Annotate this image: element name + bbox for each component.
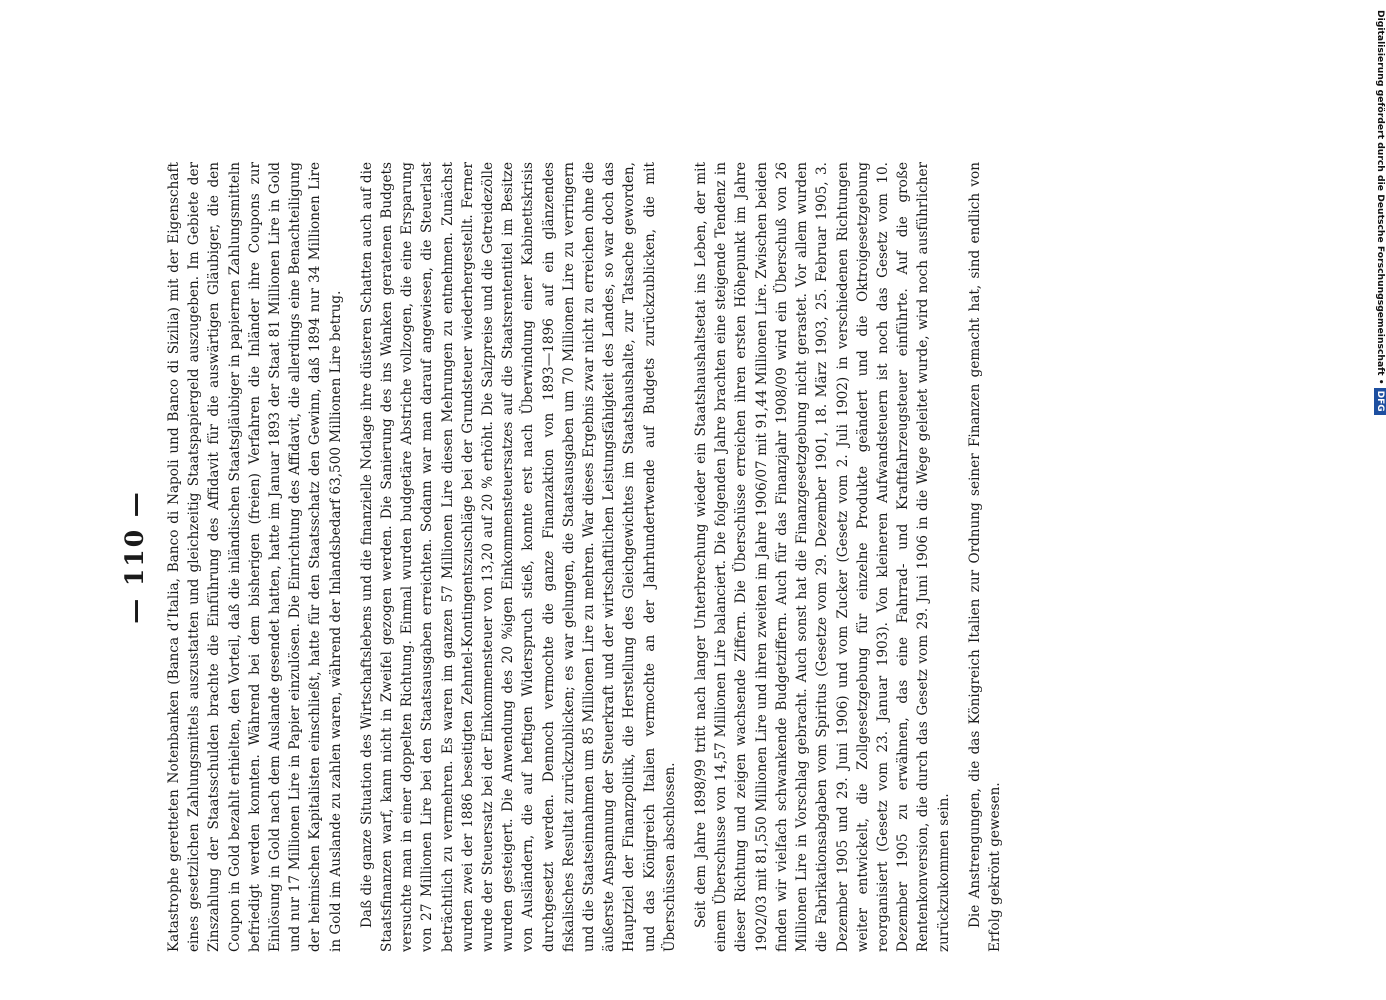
paragraph-3: Seit dem Jahre 1898/99 tritt nach langer Unterbrechung wieder ein Staatshaushaltsetat ins Leben, der mit einem Überschusse von 14,57 Millionen Lire balanciert. Die folgenden Jahre brachten eine steigende Tendenz in dieser Richtung und zeigen wachsende Ziffern. Die Überschüsse erreichen ihren ersten Höhepunkt im Jahre 1902/03 mit 81,550 Millionen Lire und ihren zweiten im Jahre 1906/07 mit 91,44 Millionen Lire. Zwischen beiden finden wir vielfach schwankende Budgetziffern. Auch für das Finanzjahr 1908/09 wird ein Überschuß von 26 Millionen Lire in Vorschlag gebracht. Auch sonst hat die Finanzgesetzgebung nicht gerastet. Vor allem wurden die Fabrikationsabgaben vom Spiritus (Gesetze vom 29. Dezember 1901, 18. März 1903, 25. Februar 1905, 3. Dezember 1905 und 29. Juni 1906) und vom Zucker (Gesetz vom 2. Juli 1902) in verschiedenen Richtungen weiter entwickelt, die Zollgesetzgebung für einzelne Produkte geändert und die Oktroigesetzgebung reorganisiert (Gesetz vom 23. Januar 1903). Von kleineren Aufwandsteuern ist noch das Gesetz vom 10. Dezember 1905 zu erwähnen, das eine Fahrrad- und Kraftfahrzeugsteuer einführte. Auf die große Rentenkonversion, die durch das Gesetz vom 29. Juni 1906 in die Wege geleitet wurde, wird noch ausführlicher zurückzukommen sein.: [693, 162, 952, 952]
body-text: [164, 162, 1016, 952]
page-number: — 110 —: [120, 490, 149, 624]
digitization-credit: [1374, 10, 1386, 415]
paragraph-4: Die Anstrengungen, die das Königreich Italien zur Ordnung seiner Finanzen gemacht hat, sind endlich von Erfolg gekrönt gewesen.: [966, 162, 1003, 952]
paragraph-1: Katastrophe geretteten Notenbanken (Banca d’Italia, Banco di Napoli und Banco di Sizilia) mit der Eigenschaft eines gesetzlichen Zahlungsmittels auszustatten und gleichzeitig Staatspapiergeld auszugeben. Im Gebiete der Zinszahlung der Staatsschulden brachte die Einführung des Affidavit für die auswärtigen Gläubiger, die den Coupon in Gold bezahlt erhielten, den Vorteil, daß die inländischen Staatsgläubiger in papiernen Zahlungsmitteln befriedigt werden konnten. Während bei dem bisherigen (freien) Verfahren die Inländer ihre Coupons zur Einlösung in Gold nach dem Auslande gesendet hatten, hatte im Januar 1893 der Staat 81 Millionen Lire in Gold und nur 17 Millionen Lire in Papier einzulösen. Die Einrichtung des Affidavit, die allerdings eine Benachteiligung der heimischen Kapitalisten einschließt, hatte für den Staatsschatz den Gewinn, daß 1894 nur 34 Millionen Lire in Gold im Auslande zu zahlen waren, während der Inlandsbedarf 63,500 Millionen Lire betrug.: [166, 162, 344, 952]
paragraph-2: Daß die ganze Situation des Wirtschaftslebens und die finanzielle Notlage ihre düsteren Schatten auch auf die Staatsfinanzen warf, kann nicht in Zweifel gezogen werden. Die Sanierung des ins Wanken geratenen Budgets versuchte man in einer doppelten Richtung. Einmal wurden budgetäre Abstriche vollzogen, die eine Ersparung von 27 Millionen Lire bei den Staatsausgaben erreichten. Sodann war man darauf angewiesen, die Steuerlast beträchtlich zu vermehren. Es waren im ganzen 57 Millionen Lire diesen Mehrungen zu entnehmen. Zunächst wurden zwei der 1886 beseitigten Zehntel-Kontingentszuschläge bei der Grundsteuer wiederhergestellt. Ferner wurde der Steuersatz bei der Einkommensteuer von 13,20 auf 20 % erhöht. Die Salzpreise und die Getreidezölle wurden gesteigert. Die Anwendung des 20 %igen Einkommensteuersatzes auf die Staatsrententitel im Besitze von Ausländern, die auf heftigen Widerspruch stieß, konnte erst nach Überwindung einer Kabinettskrisis durchgesetzt werden. Dennoch vermochte die ganze Finanzaktion von 1893—1896 auf ein glänzendes fiskalisches Resultat zurückzublicken; es war gelungen, die Staatsausgaben um 70 Millionen Lire zu verringern und die Staatseinnahmen um 85 Millionen Lire zu mehren. War dieses Ergebnis zwar nicht zu erreichen ohne die äußerste Anspannung der Steuerkraft und der wirtschaftlichen Leistungsfähigkeit des Landes, so war doch das Hauptziel der Finanzpolitik, die Herstellung des Gleichgewichtes im Staatshaushalte, zur Tatsache geworden, und das Königreich Italien vermochte an der Jahrhundertwende auf Budgets zurückzublicken, die mit Überschüssen abschlossen.: [358, 162, 678, 952]
digitization-credit-text: Digitalisierung gefördert durch die Deutsche Forschungsgemeinschaft •: [1375, 10, 1386, 385]
scanned-page: [120, 162, 1180, 952]
dfg-logo: DFG: [1374, 388, 1386, 415]
